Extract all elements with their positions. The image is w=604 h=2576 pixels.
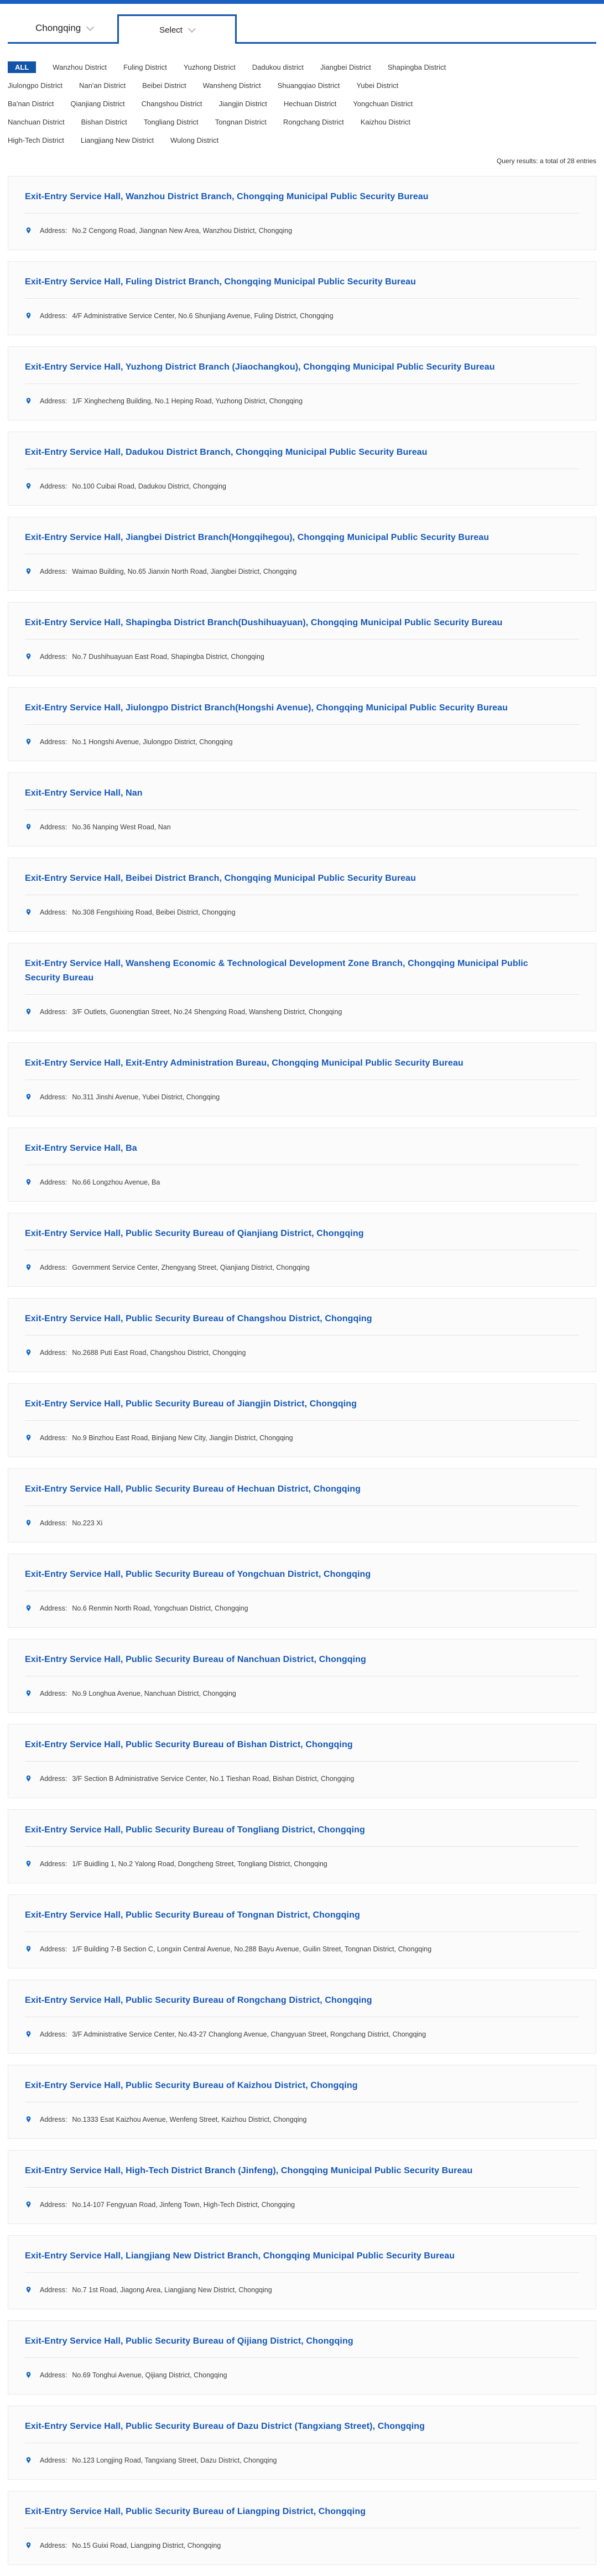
address-row — [25, 907, 579, 917]
district-filter-item[interactable]: Wulong District — [170, 136, 219, 144]
location-pin-icon — [25, 1944, 32, 1954]
address-label: Address: — [40, 1519, 67, 1527]
service-hall-title[interactable]: Exit-Entry Service Hall, Ba — [25, 1144, 137, 1153]
service-hall-title[interactable]: Exit-Entry Service Hall, Public Security Bureau of Yongchuan District, Chongqing — [25, 1570, 371, 1579]
service-hall-card — [8, 176, 596, 250]
service-hall-card — [8, 1042, 596, 1116]
service-hall-title[interactable]: Exit-Entry Service Hall, Jiangbei District Branch(Hongqihegou), Chongqing Municipal Public Security Bureau — [25, 533, 490, 542]
address-value: No.7 1st Road, Jiagong Area, Liangjiang New District, Chongqing — [72, 2286, 272, 2294]
address-label: Address: — [40, 567, 67, 575]
service-hall-card — [8, 1809, 596, 1883]
address-value: No.36 Nanping West Road, Nan — [72, 823, 171, 831]
address-row — [25, 2115, 579, 2124]
address-label: Address: — [40, 2200, 67, 2209]
address-row — [25, 1859, 579, 1868]
card-divider — [25, 1931, 579, 1932]
address-value: Government Service Center, Zhengyang Street, Qianjiang District, Chongqing — [72, 1263, 310, 1271]
address-label: Address: — [40, 1945, 67, 1953]
address-row — [25, 567, 579, 576]
address-row — [25, 2370, 579, 2380]
service-hall-card — [8, 1383, 596, 1457]
service-hall-card — [8, 1554, 596, 1628]
district-filter-row — [8, 131, 596, 149]
city-dropdown[interactable] — [35, 14, 93, 42]
service-hall-title[interactable]: Exit-Entry Service Hall, Wanzhou District Branch, Chongqing Municipal Public Security Bureau — [25, 192, 429, 201]
card-divider — [25, 1846, 579, 1847]
card-divider — [25, 383, 579, 384]
service-hall-card — [8, 2491, 596, 2565]
district-filter-item[interactable]: Nan'an District — [79, 81, 126, 90]
card-divider — [25, 1505, 579, 1506]
service-hall-title[interactable]: Exit-Entry Service Hall, Shapingba District Branch(Dushihuayuan), Chongqing Municipal Public Security Bureau — [25, 618, 503, 627]
location-pin-icon — [25, 822, 32, 832]
district-filter-item[interactable]: Jiangbei District — [320, 63, 371, 71]
card-divider — [25, 2272, 579, 2273]
address-row — [25, 1603, 579, 1613]
address-value: 3/F Administrative Service Center, No.43-27 Changlong Avenue, Changyuan Street, Rongchang District, Chongqing — [72, 2030, 426, 2038]
address-row — [25, 1518, 579, 1528]
district-filter-item[interactable]: High-Tech District — [8, 136, 64, 144]
address-value: No.223 Xi — [72, 1519, 103, 1527]
service-hall-title[interactable]: Exit-Entry Service Hall, Yuzhong District Branch (Jiaochangkou), Chongqing Municipal Public Security Bureau — [25, 362, 495, 372]
location-pin-icon — [25, 2455, 32, 2465]
card-divider — [25, 2187, 579, 2188]
card-divider — [25, 994, 579, 995]
location-pin-icon — [25, 2115, 32, 2124]
district-filter-row — [8, 76, 596, 95]
district-filter-item[interactable]: Nanchuan District — [8, 118, 65, 126]
service-hall-card — [8, 346, 596, 420]
address-value: No.1333 Esat Kaizhou Avenue, Wenfeng Street, Kaizhou District, Chongqing — [72, 2115, 307, 2123]
district-filter-item[interactable]: Dadukou district — [252, 63, 304, 71]
service-hall-title[interactable]: Exit-Entry Service Hall, Public Security Bureau of Bishan District, Chongqing — [25, 1740, 353, 1749]
address-label: Address: — [40, 823, 67, 831]
address-label: Address: — [40, 2030, 67, 2038]
service-hall-card — [8, 1468, 596, 1543]
location-pin-icon — [25, 2285, 32, 2294]
service-hall-card — [8, 1980, 596, 2054]
service-hall-card — [8, 2150, 596, 2224]
district-filter-item[interactable]: Tongliang District — [143, 118, 199, 126]
service-hall-card — [8, 687, 596, 761]
service-hall-title[interactable]: Exit-Entry Service Hall, Public Security Bureau of Jiangjin District, Chongqing — [25, 1399, 357, 1409]
service-hall-card — [8, 517, 596, 591]
service-hall-card — [8, 1894, 596, 1969]
address-row — [25, 1263, 579, 1272]
service-hall-card — [8, 602, 596, 676]
tabs-underline — [8, 42, 596, 44]
region-tabs — [8, 14, 596, 44]
location-pin-icon — [25, 1177, 32, 1187]
address-value: 3/F Section B Administrative Service Center, No.1 Tieshan Road, Bishan District, Chongqing — [72, 1774, 355, 1783]
address-row — [25, 396, 579, 406]
service-hall-title[interactable]: Exit-Entry Service Hall, Dadukou District Branch, Chongqing Municipal Public Security Bureau — [25, 448, 428, 457]
service-hall-card — [8, 1213, 596, 1287]
address-value: No.100 Cuibai Road, Dadukou District, Chongqing — [72, 482, 226, 490]
address-value: No.6 Renmin North Road, Yongchuan District, Chongqing — [72, 1604, 248, 1612]
service-hall-title[interactable]: Exit-Entry Service Hall, Beibei District Branch, Chongqing Municipal Public Security Bureau — [25, 874, 416, 883]
address-label: Address: — [40, 2286, 67, 2294]
service-hall-title[interactable]: Exit-Entry Service Hall, Jiulongpo District Branch(Hongshi Avenue), Chongqing Municipal Public Security Bureau — [25, 703, 508, 713]
address-value: Waimao Building, No.65 Jianxin North Road, Jiangbei District, Chongqing — [72, 567, 297, 575]
district-filter-item[interactable]: Shapingba District — [387, 63, 446, 71]
address-label: Address: — [40, 652, 67, 661]
address-row — [25, 1689, 579, 1698]
address-label: Address: — [40, 1348, 67, 1357]
district-filter-item[interactable]: Bishan District — [81, 118, 127, 126]
card-divider — [25, 2357, 579, 2358]
service-hall-card — [8, 1298, 596, 1372]
location-pin-icon — [25, 1859, 32, 1868]
address-label: Address: — [40, 1689, 67, 1697]
address-row — [25, 2541, 579, 2550]
location-pin-icon — [25, 567, 32, 576]
address-label: Address: — [40, 738, 67, 746]
service-hall-title[interactable]: Exit-Entry Service Hall, Public Security Bureau of Nanchuan District, Chongqing — [25, 1655, 366, 1664]
service-hall-card — [8, 2320, 596, 2395]
address-value: No.308 Fengshixing Road, Beibei District, Chongqing — [72, 908, 236, 916]
address-value: No.2688 Puti East Road, Changshou District, Chongqing — [72, 1348, 246, 1357]
district-filter-item[interactable]: Yuzhong District — [183, 63, 236, 71]
service-hall-title[interactable]: Exit-Entry Service Hall, Nan — [25, 788, 143, 798]
card-divider — [25, 809, 579, 810]
address-label: Address: — [40, 1434, 67, 1442]
service-hall-title[interactable]: Exit-Entry Service Hall, Wansheng Economic & Technological Development Zone Branch, Chongqing Municipal Public Security Bureau — [25, 959, 528, 983]
location-pin-icon — [25, 2029, 32, 2039]
address-row — [25, 737, 579, 746]
address-row — [25, 1177, 579, 1187]
location-pin-icon — [25, 226, 32, 235]
service-hall-card — [8, 943, 596, 1031]
address-label: Address: — [40, 311, 67, 320]
address-label: Address: — [40, 2541, 67, 2549]
service-hall-title[interactable]: Exit-Entry Service Hall, Public Security Bureau of Liangping District, Chongqing — [25, 2507, 366, 2516]
address-row — [25, 1007, 579, 1016]
address-label: Address: — [40, 226, 67, 235]
district-filter-bar — [8, 58, 596, 149]
address-row — [25, 1433, 579, 1442]
service-hall-card — [8, 1724, 596, 1798]
location-pin-icon — [25, 1007, 32, 1016]
district-filter-item[interactable]: Changshou District — [141, 100, 202, 108]
district-filter-item[interactable]: Liangjiang New District — [80, 136, 154, 144]
service-hall-card — [8, 261, 596, 335]
location-pin-icon — [25, 1603, 32, 1613]
service-hall-title[interactable]: Exit-Entry Service Hall, Exit-Entry Administration Bureau, Chongqing Municipal Public Security Bureau — [25, 1058, 464, 1068]
service-hall-title[interactable]: Exit-Entry Service Hall, Fuling District Branch, Chongqing Municipal Public Security Bureau — [25, 277, 416, 287]
service-hall-card — [8, 2065, 596, 2139]
district-filter-item[interactable]: Fuling District — [123, 63, 167, 71]
district-filter-row — [8, 95, 596, 113]
location-pin-icon — [25, 481, 32, 491]
location-pin-icon — [25, 1263, 32, 1272]
address-label: Address: — [40, 1774, 67, 1783]
district-filter-item[interactable]: Yubei District — [356, 81, 399, 90]
service-hall-card — [8, 432, 596, 506]
card-divider — [25, 639, 579, 640]
card-divider — [25, 1079, 579, 1080]
service-hall-card — [8, 858, 596, 932]
address-row — [25, 822, 579, 832]
district-filter-item[interactable]: Yongchuan District — [353, 100, 413, 108]
district-filter-item[interactable]: Jiulongpo District — [8, 81, 63, 90]
service-hall-title[interactable]: Exit-Entry Service Hall, Liangjiang New District Branch, Chongqing Municipal Public Security Bureau — [25, 2251, 455, 2261]
district-filter-item[interactable]: Kaizhou District — [360, 118, 411, 126]
address-row — [25, 652, 579, 661]
location-pin-icon — [25, 396, 32, 406]
service-hall-title[interactable]: Exit-Entry Service Hall, Public Security Bureau of Changshou District, Chongqing — [25, 1314, 372, 1323]
service-hall-card — [8, 2406, 596, 2480]
query-results-summary: Query results: a total of 28 entries — [496, 157, 596, 165]
address-value: 1/F Building 7-B Section C, Longxin Central Avenue, No.288 Bayu Avenue, Guilin Street, Tongnan District, Chongqing — [72, 1945, 432, 1953]
address-value: No.69 Tonghui Avenue, Qijiang District, Chongqing — [72, 2371, 227, 2379]
address-value: No.311 Jinshi Avenue, Yubei District, Chongqing — [72, 1093, 220, 1101]
location-pin-icon — [25, 1348, 32, 1357]
address-value: 3/F Outlets, Guonengtian Street, No.24 Shengxing Road, Wansheng District, Chongqing — [72, 1007, 342, 1016]
address-row — [25, 2029, 579, 2039]
chevron-down-icon — [188, 24, 196, 32]
address-row — [25, 226, 579, 235]
address-row — [25, 2285, 579, 2294]
location-pin-icon — [25, 311, 32, 320]
address-row — [25, 2455, 579, 2465]
location-pin-icon — [25, 1092, 32, 1102]
address-label: Address: — [40, 482, 67, 490]
address-label: Address: — [40, 2456, 67, 2464]
address-row — [25, 1348, 579, 1357]
city-dropdown-label: Chongqing — [35, 23, 81, 33]
address-row — [25, 2200, 579, 2209]
address-value: No.9 Binzhou East Road, Binjiang New City, Jiangjin District, Chongqing — [72, 1434, 293, 1442]
location-pin-icon — [25, 2370, 32, 2380]
address-label: Address: — [40, 2115, 67, 2123]
location-pin-icon — [25, 737, 32, 746]
service-hall-title[interactable]: Exit-Entry Service Hall, Public Security Bureau of Hechuan District, Chongqing — [25, 1484, 361, 1494]
district-select-label: Select — [159, 25, 183, 35]
district-filter-row — [8, 113, 596, 131]
address-label: Address: — [40, 908, 67, 916]
address-row — [25, 1092, 579, 1102]
service-hall-card — [8, 772, 596, 846]
address-row — [25, 311, 579, 320]
service-hall-card — [8, 1128, 596, 1202]
card-divider — [25, 1420, 579, 1421]
district-filter-item[interactable]: Jiangjin District — [218, 100, 267, 108]
location-pin-icon — [25, 652, 32, 661]
filter-all-button[interactable]: ALL — [8, 61, 36, 73]
location-pin-icon — [25, 1774, 32, 1783]
address-row — [25, 1774, 579, 1783]
address-value: No.15 Guixi Road, Liangping District, Chongqing — [72, 2541, 221, 2549]
address-value: No.1 Hongshi Avenue, Jiulongpo District, Chongqing — [72, 738, 233, 746]
address-label: Address: — [40, 2371, 67, 2379]
address-label: Address: — [40, 1178, 67, 1186]
address-label: Address: — [40, 1007, 67, 1016]
address-value: No.9 Longhua Avenue, Nanchuan District, Chongqing — [72, 1689, 236, 1697]
address-label: Address: — [40, 1093, 67, 1101]
address-label: Address: — [40, 397, 67, 405]
address-row — [25, 1944, 579, 1954]
address-value: 1/F Xinghecheng Building, No.1 Heping Road, Yuzhong District, Chongqing — [72, 397, 303, 405]
district-filter-item[interactable]: Ba'nan District — [8, 100, 54, 108]
address-label: Address: — [40, 1604, 67, 1612]
district-filter-item[interactable]: Hechuan District — [283, 100, 337, 108]
address-row — [25, 481, 579, 491]
service-hall-title[interactable]: Exit-Entry Service Hall, Public Security Bureau of Kaizhou District, Chongqing — [25, 2081, 358, 2090]
location-pin-icon — [25, 907, 32, 917]
address-label: Address: — [40, 1860, 67, 1868]
district-filter-row — [8, 58, 596, 76]
location-pin-icon — [25, 2541, 32, 2550]
card-divider — [25, 1335, 579, 1336]
chevron-down-icon — [86, 23, 94, 30]
service-hall-card — [8, 1639, 596, 1713]
location-pin-icon — [25, 1518, 32, 1528]
district-filter-item[interactable]: Wansheng District — [202, 81, 261, 90]
service-hall-title[interactable]: Exit-Entry Service Hall, High-Tech District Branch (Jinfeng), Chongqing Municipal Public Security Bureau — [25, 2166, 473, 2175]
district-filter-item[interactable]: Shuangqiao District — [277, 81, 340, 90]
address-value: No.14-107 Fengyuan Road, Jinfeng Town, High-Tech District, Chongqing — [72, 2200, 295, 2209]
card-divider — [25, 1761, 579, 1762]
address-value: No.7 Dushihuayuan East Road, Shapingba District, Chongqing — [72, 652, 264, 661]
service-hall-title[interactable]: Exit-Entry Service Hall, Public Security Bureau of Tongnan District, Chongqing — [25, 1910, 360, 1920]
service-hall-list — [8, 176, 596, 2565]
address-value: 4/F Administrative Service Center, No.6 Shunjiang Avenue, Fuling District, Chongqing — [72, 311, 334, 320]
service-hall-title[interactable]: Exit-Entry Service Hall, Public Security Bureau of Qianjiang District, Chongqing — [25, 1229, 364, 1238]
location-pin-icon — [25, 2200, 32, 2209]
service-hall-title[interactable]: Exit-Entry Service Hall, Public Security Bureau of Qijiang District, Chongqing — [25, 2336, 353, 2346]
district-filter-item[interactable]: Wanzhou District — [53, 63, 107, 71]
service-hall-card — [8, 2235, 596, 2309]
district-filter-item[interactable]: Tongnan District — [215, 118, 267, 126]
location-pin-icon — [25, 1433, 32, 1442]
card-divider — [25, 724, 579, 725]
address-label: Address: — [40, 1263, 67, 1271]
address-value: No.66 Longzhou Avenue, Ba — [72, 1178, 160, 1186]
top-accent-bar — [0, 0, 604, 4]
address-value: No.2 Cengong Road, Jiangnan New Area, Wanzhou District, Chongqing — [72, 226, 293, 235]
card-divider — [25, 298, 579, 299]
address-value: No.123 Longjing Road, Tangxiang Street, Dazu District, Chongqing — [72, 2456, 277, 2464]
district-filter-item[interactable]: Beibei District — [142, 81, 186, 90]
service-hall-title[interactable]: Exit-Entry Service Hall, Public Security Bureau of Tongliang District, Chongqing — [25, 1825, 365, 1835]
district-select-dropdown[interactable] — [117, 14, 237, 44]
service-hall-title[interactable]: Exit-Entry Service Hall, Public Security Bureau of Dazu District (Tangxiang Street), Chongqing — [25, 2422, 425, 2431]
card-divider — [25, 213, 579, 214]
district-filter-item[interactable]: Qianjiang District — [70, 100, 125, 108]
address-value: 1/F Buidling 1, No.2 Yalong Road, Dongcheng Street, Tongliang District, Chongqing — [72, 1860, 327, 1868]
location-pin-icon — [25, 1689, 32, 1698]
district-filter-item[interactable]: Rongchang District — [283, 118, 344, 126]
service-hall-title[interactable]: Exit-Entry Service Hall, Public Security Bureau of Rongchang District, Chongqing — [25, 1996, 372, 2005]
